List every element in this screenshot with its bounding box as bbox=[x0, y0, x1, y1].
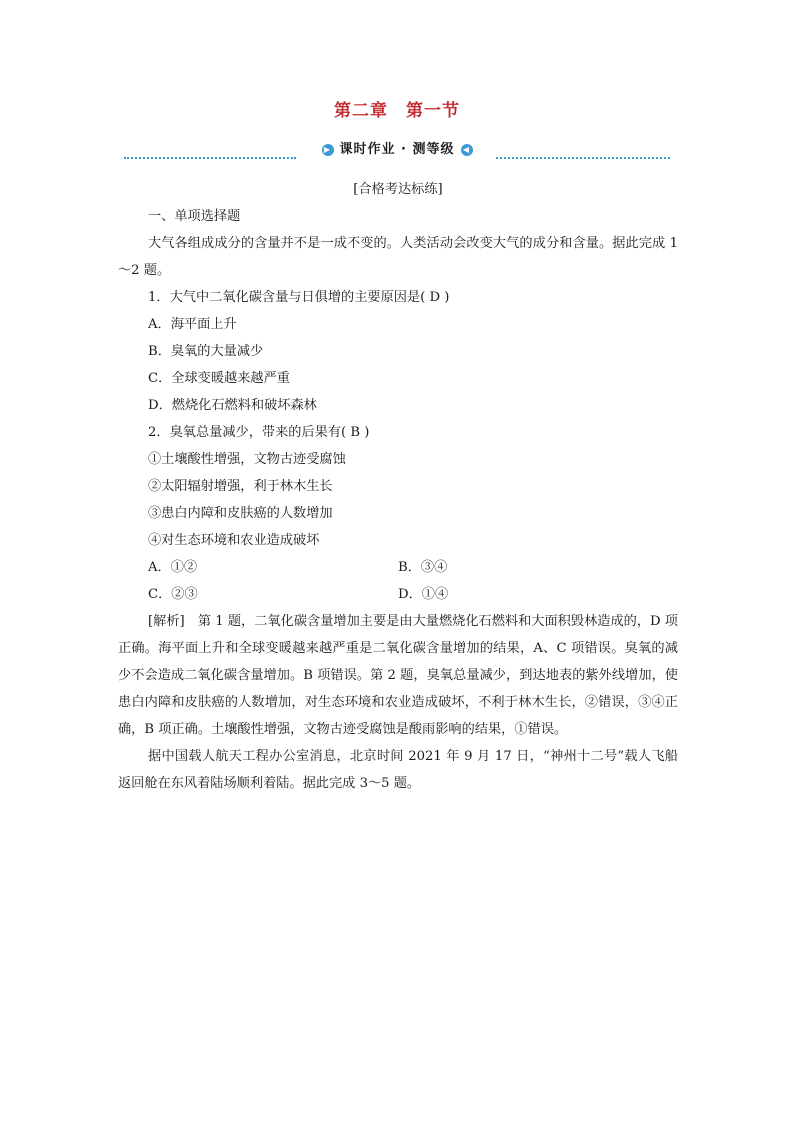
section-banner bbox=[0, 136, 794, 162]
intro-paragraph-1: 大气各组成成分的含量并不是一成不变的。人类活动会改变大气的成分和含量。据此完成 1～2 题。 bbox=[118, 236, 678, 278]
question-2-option-a: A．①② bbox=[148, 560, 198, 575]
question-2-item-1: ①土壤酸性增强，文物古迹受腐蚀 bbox=[148, 452, 346, 467]
part-heading: 一、单项选择题 bbox=[148, 209, 241, 224]
banner-label: 课时作业 · 测等级 bbox=[339, 142, 455, 157]
question-2-option-b: B．③④ bbox=[398, 560, 448, 575]
question-2-item-3: ③患白内障和皮肤癌的人数增加 bbox=[148, 506, 333, 521]
document-body bbox=[118, 176, 678, 797]
section-label: [合格考达标练] bbox=[353, 182, 443, 197]
question-1-stem: 1．大气中二氧化碳含量与日俱增的主要原因是( D ) bbox=[148, 290, 450, 305]
dotted-divider-left bbox=[124, 157, 296, 159]
question-2-option-c: C．②③ bbox=[148, 587, 198, 602]
question-2-stem: 2．臭氧总量减少，带来的后果有( B ) bbox=[148, 425, 370, 440]
question-1-option-d: D．燃烧化石燃料和破坏森林 bbox=[148, 398, 317, 413]
intro-paragraph-2: 据中国载人航天工程办公室消息，北京时间 2021 年 9 月 17 日，“神州十二号”载人飞船返回舱在东风着陆场顺利着陆。据此完成 3～5 题。 bbox=[118, 749, 678, 791]
question-1-option-b: B．臭氧的大量减少 bbox=[148, 344, 264, 359]
question-2-options-row-2 bbox=[118, 581, 678, 608]
analysis-paragraph: [解析] 第 1 题，二氧化碳含量增加主要是由大量燃烧化石燃料和大面积毁林造成的，D 项正确。海平面上升和全球变暖越来越严重是二氧化碳含量增加的结果，A、C 项错误。臭氧的减少不会造成二氧化碳含量增加。B 项错误。第 2 题，臭氧总量减少，到达地表的紫外线增加，使患白内障和皮肤癌的人数增加，对生态环境和农业造成破坏，不利于林木生长，②错误，③④正确，B 项正确。土壤酸性增强，文物古迹受腐蚀是酸雨影响的结果，①错误。 bbox=[118, 614, 678, 737]
question-1-option-c: C．全球变暖越来越严重 bbox=[148, 371, 290, 386]
dotted-divider-right bbox=[496, 157, 670, 159]
question-2-item-4: ④对生态环境和农业造成破坏 bbox=[148, 533, 320, 548]
question-2-item-2: ②太阳辐射增强，利于林木生长 bbox=[148, 479, 333, 494]
play-left-icon: ◀ bbox=[461, 144, 473, 156]
play-right-icon: ▶ bbox=[322, 144, 334, 156]
question-2-options-row-1 bbox=[118, 554, 678, 581]
question-1-option-a: A．海平面上升 bbox=[148, 317, 237, 332]
page-title: 第二章 第一节 bbox=[334, 101, 460, 121]
question-2-option-d: D．①④ bbox=[398, 587, 449, 602]
